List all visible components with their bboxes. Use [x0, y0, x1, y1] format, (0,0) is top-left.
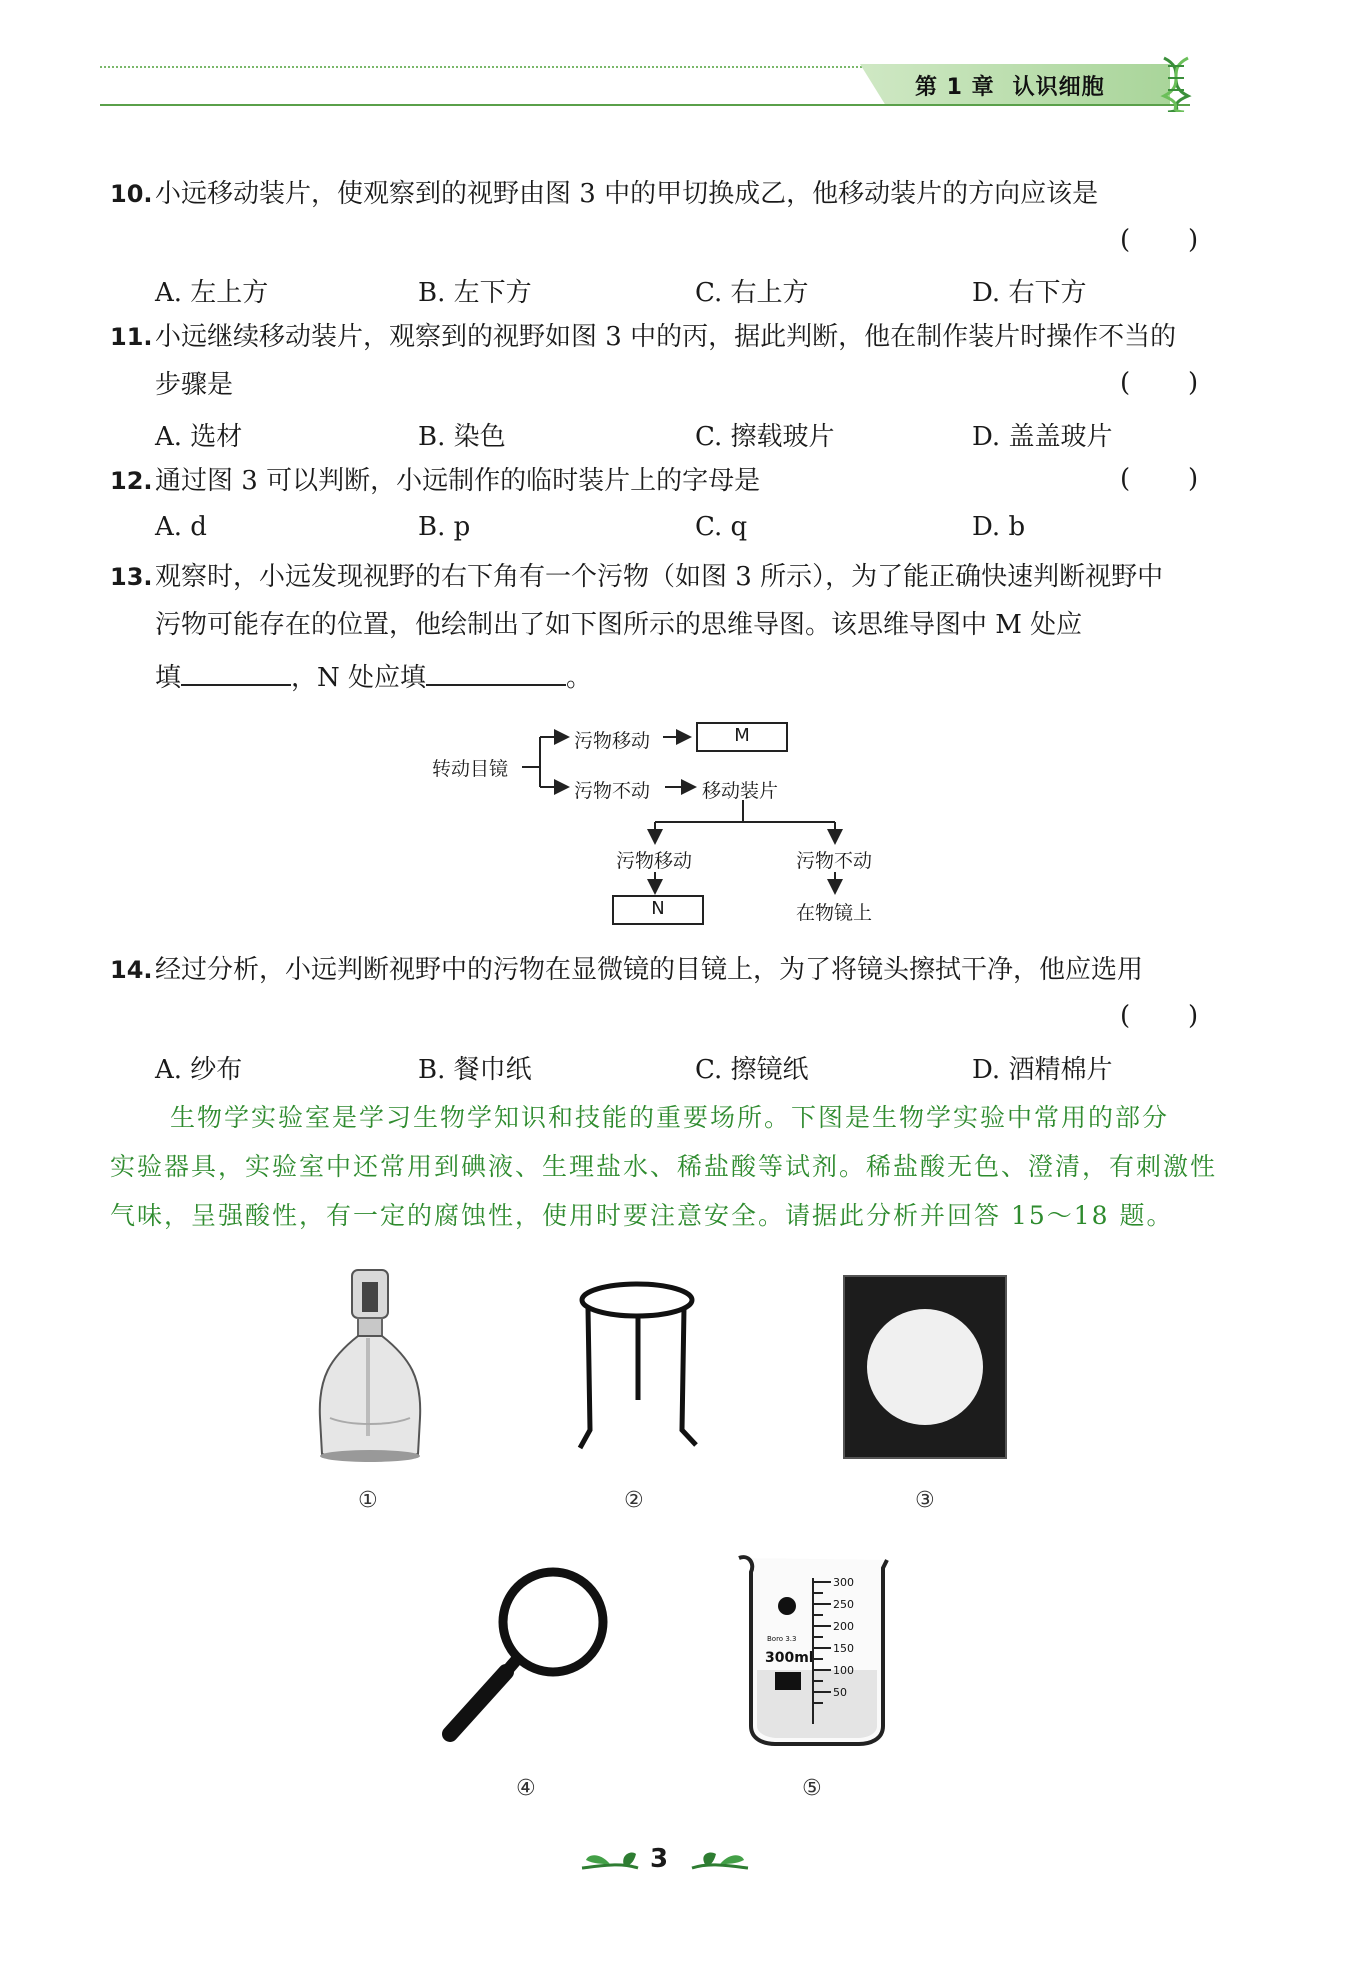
figure-label-2: ② — [624, 1488, 644, 1513]
q14-option-c: C. 擦镜纸 — [695, 1055, 809, 1085]
question-13-text-line1: 观察时，小远发现视野的右下角有一个污物（如图 3 所示），为了能正确快速判断视野中 — [155, 562, 1164, 592]
q12-option-c: C. q — [695, 512, 748, 542]
leaf-left-icon — [580, 1848, 640, 1878]
beaker-mark-50: 50 — [833, 1686, 847, 1699]
mindmap-sub-stain-moves: 污物移动 — [616, 850, 693, 872]
intro-line1: 生物学实验室是学习生物学知识和技能的重要场所。下图是生物学实验中常用的部分 — [170, 1103, 1170, 1132]
chapter-number: 第 1 章 — [915, 75, 995, 100]
q10-option-b: B. 左下方 — [418, 278, 532, 308]
q10-option-d: D. 右下方 — [972, 278, 1087, 308]
tripod-stand-figure — [572, 1280, 702, 1455]
question-10-number: 10. — [110, 180, 153, 208]
question-12-text: 通过图 3 可以判断，小远制作的临时装片上的字母是 — [155, 466, 761, 496]
question-14-answer-paren: ( ) — [1120, 1001, 1199, 1031]
beaker-mark-100: 100 — [833, 1664, 854, 1677]
beaker-figure — [735, 1550, 895, 1750]
beaker-mark-300: 300 — [833, 1576, 854, 1589]
mindmap-box-n: N — [612, 895, 704, 925]
question-10-text: 小远移动装片，使观察到的视野由图 3 中的甲切换成乙，他移动装片的方向应该是 — [155, 179, 1099, 209]
q14-option-d: D. 酒精棉片 — [972, 1055, 1113, 1085]
mindmap-branch-stain-still: 污物不动 — [574, 780, 651, 802]
figure-label-3: ③ — [915, 1488, 935, 1513]
mindmap-root: 转动目镜 — [432, 758, 509, 780]
figure-label-1: ① — [358, 1488, 378, 1513]
intro-line2: 实验器具，实验室中还常用到碘液、生理盐水、稀盐酸等试剂。稀盐酸无色、澄清，有刺激性 — [110, 1152, 1218, 1181]
beaker-mark-200: 200 — [833, 1620, 854, 1633]
q11-option-d: D. 盖盖玻片 — [972, 422, 1113, 452]
question-12-number: 12. — [110, 467, 153, 495]
intro-line3: 气味，呈强酸性，有一定的腐蚀性，使用时要注意安全。请据此分析并回答 15～18 题。 — [110, 1201, 1174, 1230]
alcohol-lamp-figure — [310, 1268, 430, 1468]
question-11-text-line2: 步骤是 — [155, 370, 234, 400]
beaker-volume-label: 300ml — [765, 1650, 814, 1666]
question-12-answer-paren: ( ) — [1120, 464, 1199, 494]
question-14-text: 经过分析，小远判断视野中的污物在显微镜的目镜上，为了将镜头擦拭干净，他应选用 — [155, 955, 1144, 985]
magnifying-glass-figure — [440, 1560, 620, 1750]
question-13-text-line2: 污物可能存在的位置，他绘制出了如下图所示的思维导图。该思维导图中 M 处应 — [155, 610, 1083, 640]
svg-text:Boro 3.3: Boro 3.3 — [767, 1635, 797, 1643]
q14-option-a: A. 纱布 — [155, 1055, 243, 1085]
q11-option-a: A. 选材 — [155, 422, 243, 452]
question-10-answer-paren: ( ) — [1120, 225, 1199, 255]
mindmap-branch-stain-moves: 污物移动 — [574, 730, 651, 752]
chapter-title: 认识细胞 — [1012, 75, 1105, 100]
q13-fill-suffix: 。 — [566, 663, 593, 693]
question-13-number: 13. — [110, 563, 153, 591]
figure-label-4: ④ — [516, 1776, 536, 1801]
q13-fill-prefix: 填 — [155, 663, 182, 693]
q12-option-b: B. p — [418, 512, 471, 542]
question-11-text-line1: 小远继续移动装片，观察到的视野如图 3 中的丙，据此判断，他在制作装片时操作不当的 — [155, 322, 1177, 352]
beaker-mark-150: 150 — [833, 1642, 854, 1655]
asbestos-gauze-figure — [840, 1272, 1010, 1462]
q10-option-a: A. 左上方 — [155, 278, 269, 308]
q10-option-c: C. 右上方 — [695, 278, 809, 308]
mindmap-result-objective: 在物镜上 — [796, 902, 873, 924]
mindmap-move-slide: 移动装片 — [702, 780, 779, 802]
question-14-number: 14. — [110, 956, 153, 984]
beaker-mark-250: 250 — [833, 1598, 854, 1611]
q12-option-a: A. d — [155, 512, 207, 542]
q13-fill-middle: ，N 处应填 — [291, 663, 427, 693]
page-number: 3 — [650, 1844, 669, 1874]
question-11-number: 11. — [110, 323, 153, 351]
mindmap-box-m: M — [696, 722, 788, 752]
question-11-answer-paren: ( ) — [1120, 368, 1199, 398]
q11-option-c: C. 擦载玻片 — [695, 422, 835, 452]
leaf-right-icon — [690, 1848, 750, 1878]
figure-label-5: ⑤ — [802, 1776, 822, 1801]
q14-option-b: B. 餐巾纸 — [418, 1055, 532, 1085]
q12-option-d: D. b — [972, 512, 1026, 542]
mindmap-sub-stain-still: 污物不动 — [796, 850, 873, 872]
q11-option-b: B. 染色 — [418, 422, 506, 452]
